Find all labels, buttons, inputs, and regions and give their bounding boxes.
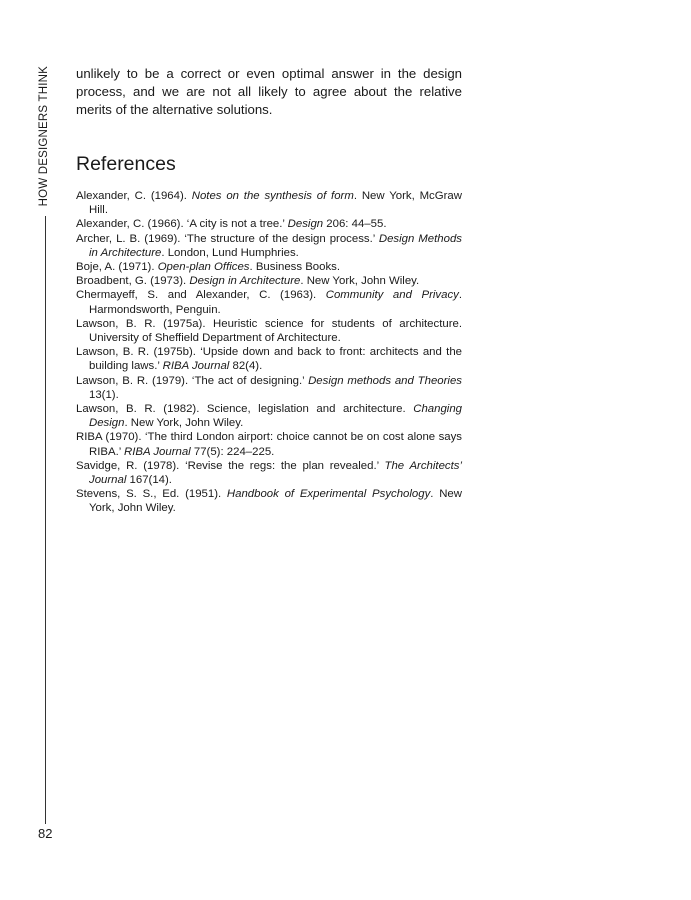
reference-item: Lawson, B. R. (1982). Science, legislation and architecture. Changing Design. New York, John Wiley. (76, 403, 462, 430)
references-heading: References (76, 153, 176, 175)
reference-item: Stevens, S. S., Ed. (1951). Handbook of Experimental Psychology. New York, John Wiley. (76, 488, 462, 515)
running-head (33, 66, 55, 216)
reference-list (76, 189, 462, 516)
vertical-rule (45, 216, 46, 824)
reference-item: Lawson, B. R. (1975b). ‘Upside down and back to front: architects and the building laws.’ RIBA Journal 82(4). (76, 346, 462, 373)
reference-item: Broadbent, G. (1973). Design in Architecture. New York, John Wiley. (76, 275, 420, 288)
reference-item: Lawson, B. R. (1979). ‘The act of designing.’ Design methods and Theories 13(1). (76, 374, 462, 401)
reference-item: Lawson, B. R. (1975a). Heuristic science for students of architecture. University of Sheffield Department of Architecture. (76, 317, 462, 345)
running-head-text: HOW DESIGNERS THINK (38, 66, 50, 207)
intro-paragraph: unlikely to be a correct or even optimal answer in the design process, and we are not all likely to agree about the relative merits of the alternative solutions. (76, 66, 462, 117)
page-body (76, 65, 462, 516)
reference-item: Chermayeff, S. and Alexander, C. (1963). Community and Privacy. Harmondsworth, Penguin. (76, 289, 463, 316)
reference-item: Alexander, C. (1964). Notes on the synthesis of form. New York, McGraw Hill. (76, 190, 462, 217)
reference-item: Boje, A. (1971). Open-plan Offices. Business Books. (76, 261, 341, 274)
page-number: 82 (38, 826, 53, 841)
reference-item: Alexander, C. (1966). ‘A city is not a tree.’ Design 206: 44–55. (76, 218, 387, 231)
reference-item: Savidge, R. (1978). ‘Revise the regs: the plan revealed.’ The Architects’ Journal 167(14). (76, 459, 462, 487)
reference-item: RIBA (1970). ‘The third London airport: choice cannot be on cost alone says RIBA.’ RIBA Journal 77(5): 224–225. (76, 431, 462, 458)
reference-item: Archer, L. B. (1969). ‘The structure of the design process.’ Design Methods in Architecture. London, Lund Humphries. (76, 232, 462, 259)
